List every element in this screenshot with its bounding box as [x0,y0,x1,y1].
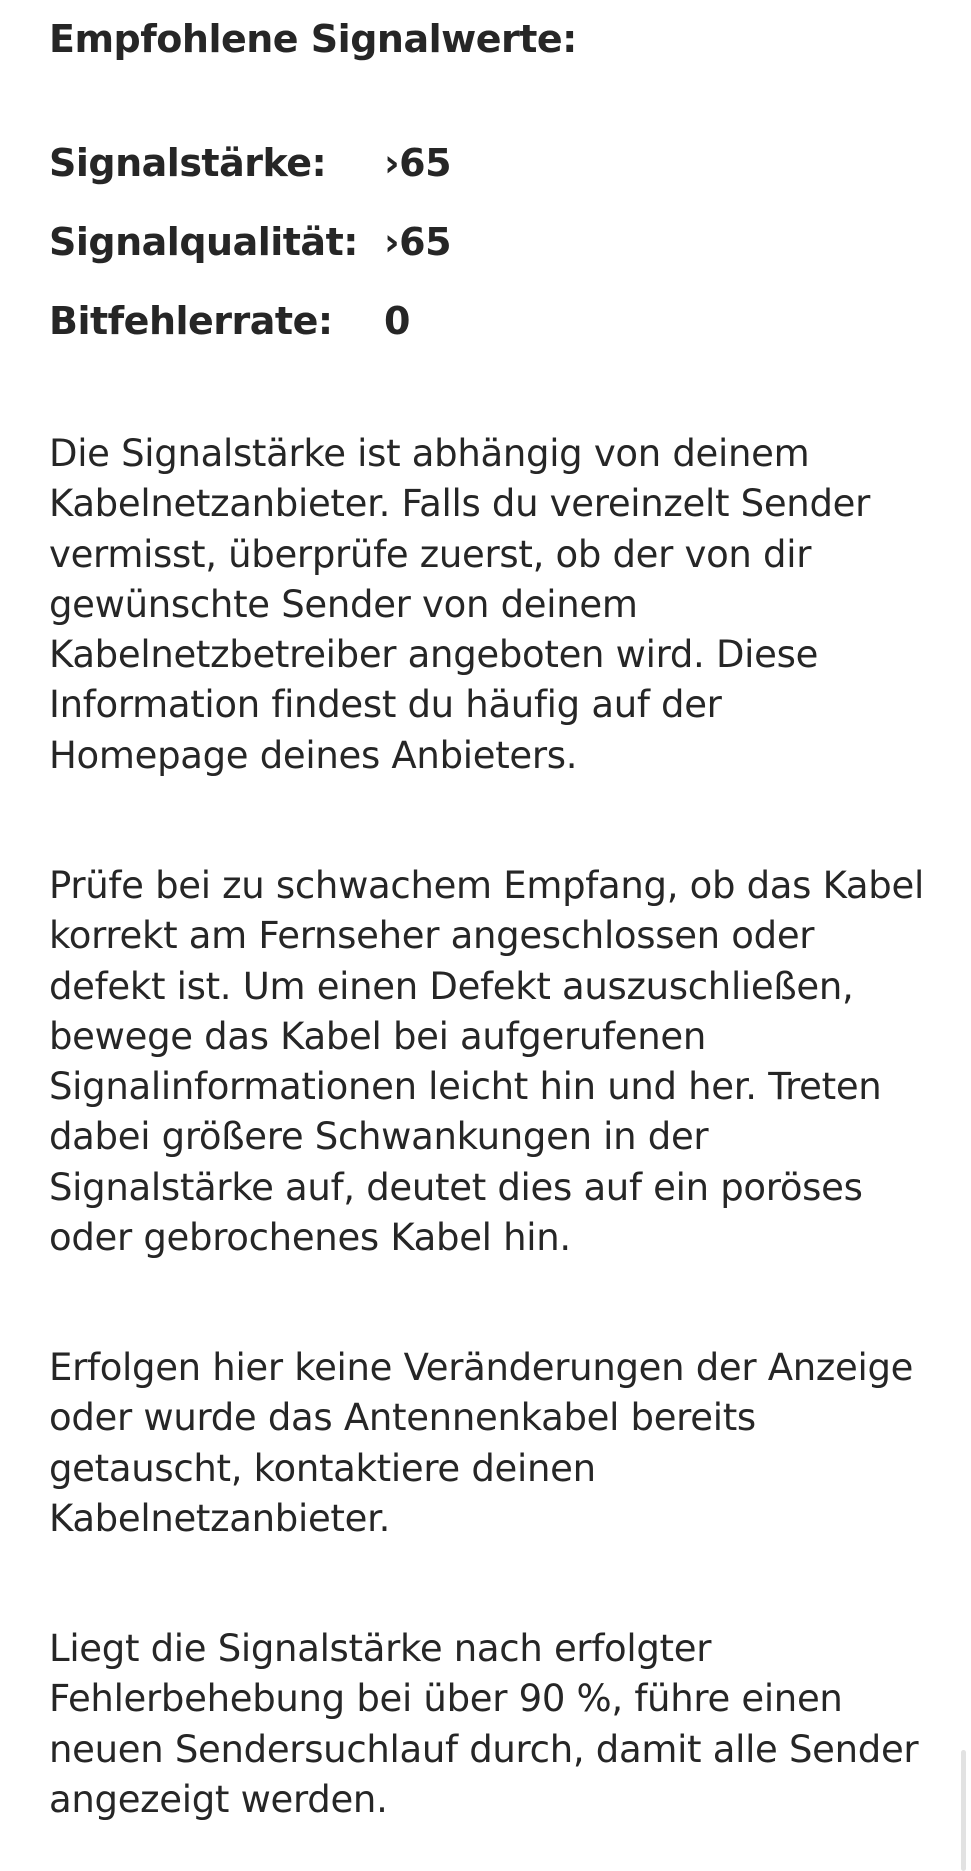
section-heading: Empfohlene Signalwerte: [49,17,577,61]
signal-label: Bitfehlerrate: [49,299,333,343]
paragraph-channel-search: Liegt die Signalstärke nach erfolgter Fehlerbehebung bei über 90 %, führe einen neuen Sendersuchlauf durch, damit alle Sender angezeigt werden. [49,1627,919,1821]
signal-row-strength [49,140,749,219]
signal-value: ›65 [384,141,452,185]
paragraph-cable-check: Prüfe bei zu schwachem Empfang, ob das Kabel korrekt am Fernseher angeschlossen oder defekt ist. Um einen Defekt auszuschließen, bewege das Kabel bei aufgerufenen Signalinformationen leicht hin und her. Treten dabei größere Schwankungen in der Signalstärke auf, deutet dies auf ein poröses oder gebrochenes Kabel hin. [49,864,924,1260]
scrollbar[interactable] [961,1750,966,1871]
signal-values-table [49,140,749,377]
signal-row-bit-error-rate [49,298,749,377]
paragraph-contact-provider: Erfolgen hier keine Veränderungen der Anzeige oder wurde das Antennenkabel bereits getauscht, kontaktiere deinen Kabelnetzanbieter. [49,1346,914,1540]
signal-label: Signalqualität: [49,220,358,264]
signal-row-quality [49,219,749,298]
signal-value: 0 [384,299,410,343]
signal-label: Signalstärke: [49,141,327,185]
paragraph-signal-strength-info: Die Signalstärke ist abhängig von deinem Kabelnetzanbieter. Falls du vereinzelt Sender vermisst, überprüfe zuerst, ob der von dir gewünschte Sender von deinem Kabelnetzbetreiber angeboten wird. Diese Information findest du häufig auf der Homepage deines Anbieters. [49,432,871,777]
signal-value: ›65 [384,220,452,264]
